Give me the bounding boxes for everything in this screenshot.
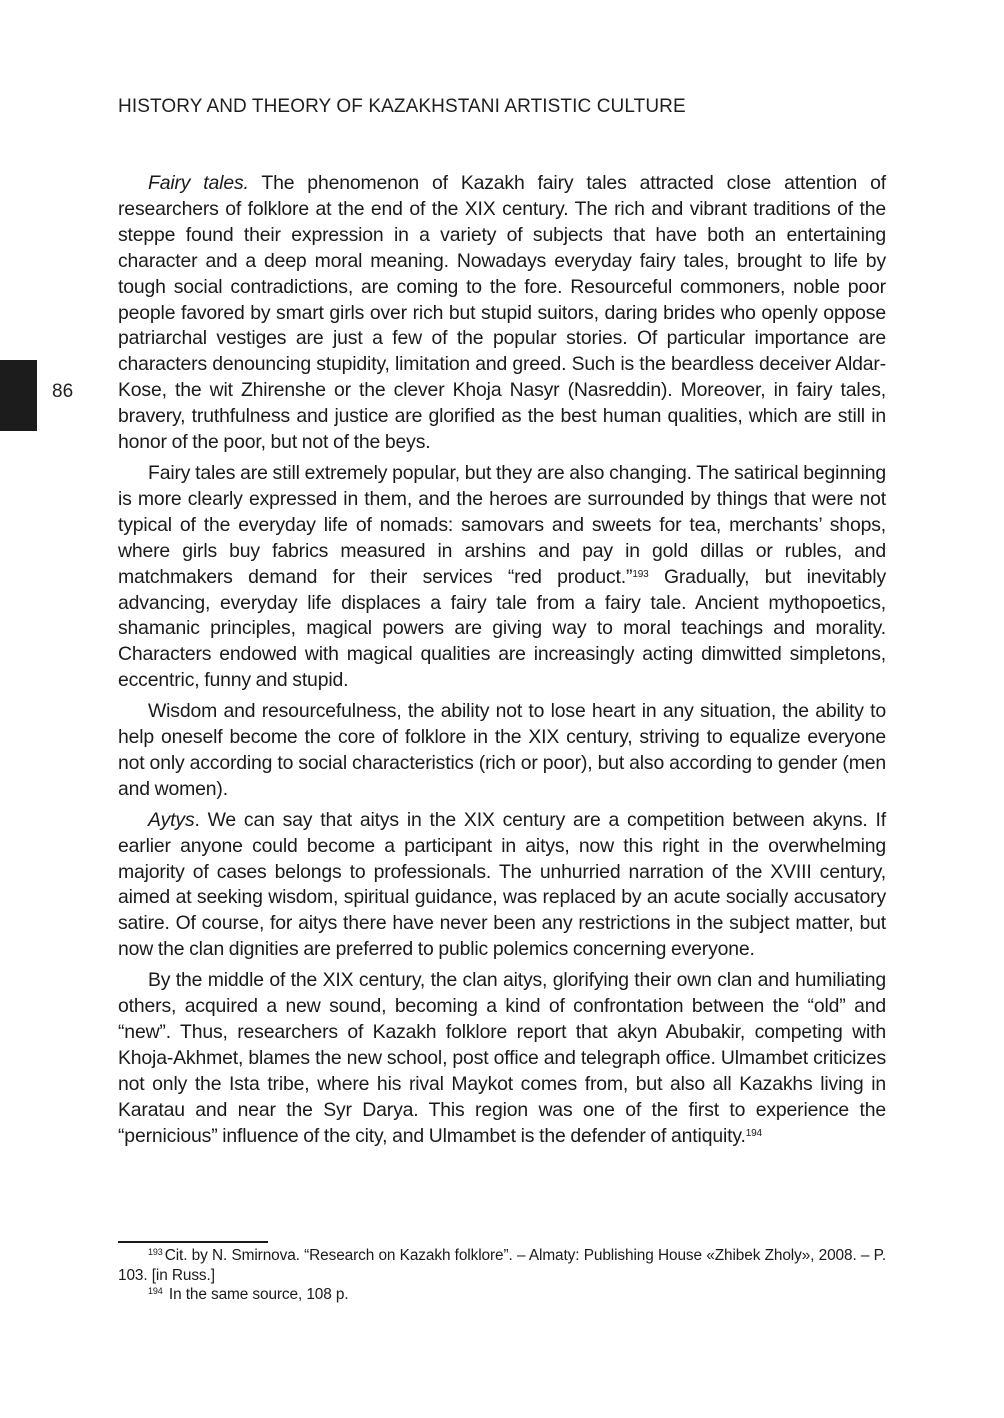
paragraph-text: Wisdom and resourcefulness, the ability not to lose heart in any situation, the ability to help oneself become the core of folklore in the XIX century, striving to equalize everyone not only according to social characteristics (rich or poor), but also according to gender (men and women). [118, 700, 886, 800]
section-lead-aytys: Aytys [148, 808, 195, 831]
footnote-193 [118, 1246, 886, 1285]
paragraph-clan-aitys [118, 968, 886, 1149]
paragraph-wisdom [118, 699, 886, 803]
paragraph-aytys [118, 808, 886, 963]
paragraph-fairy-tales-changing [118, 461, 886, 694]
footnote-number: 194 [148, 1286, 163, 1296]
footnote-text: Cit. by N. Smirnova. “Research on Kazakh folklore”. – Almaty: Publishing House «Zhibek Zholy», 2008. – P. 103. [in Russ.] [118, 1247, 886, 1284]
paragraph-text: Fairy tales are still extremely popular, but they are also changing. The satirical beginning is more clearly expressed in them, and the heroes are surrounded by things that were not typical of the everyday life of nomads: samovars and sweets for tea, merchants’ shops, where girls buy fabrics measured in arshins and pay in gold dillas or rubles, and matchmakers demand for their services “red product.” [118, 461, 886, 588]
footnote-reference-193[interactable]: 193 [632, 568, 649, 580]
footnote-194 [118, 1285, 886, 1305]
paragraph-text: The phenomenon of Kazakh fairy tales attracted close attention of researchers of folklore at the end of the XIX century. The rich and vibrant traditions of the steppe found their expression in a variety of subjects that have both an entertaining character and a deep moral meaning. Nowadays everyday fairy tales, brought to life by tough social contradictions, are coming to the fore. Resourceful commoners, noble poor people favored by smart girls over rich but stupid suitors, daring brides who openly oppose patriarchal vestiges are just a few of the popular stories. Of particular importance are characters denouncing stupidity, limitation and greed. Such is the beardless deceiver Aldar-Kose, the wit Zhirenshe or the clever Khoja Nasyr (Nasreddin). Moreover, in fairy tales, bravery, truthfulness and justice are glorified as the best human qualities, which are still in honor of the poor, but not of the beys. [118, 172, 887, 454]
main-text [118, 171, 886, 1155]
paragraph-text: Gradually, but inevitably advancing, everyday life displaces a fairy tale from a fairy tale. Ancient mythopoetics, shamanic principles, magical powers are giving way to moral teachings and morality. Characters endowed with magical qualities are increasingly acting dimwitted simpletons, eccentric, funny and stupid. [118, 565, 886, 692]
footnotes [118, 1246, 886, 1305]
footnote-text: In the same source, 108 p. [164, 1286, 349, 1303]
page-edge-tab-marker [0, 360, 37, 431]
footnote-separator [118, 1241, 268, 1243]
running-header: HISTORY AND THEORY OF KAZAKHSTANI ARTISTIC CULTURE [118, 96, 686, 117]
footnote-reference-194[interactable]: 194 [745, 1127, 762, 1139]
paragraph-fairy-tales [118, 171, 886, 456]
paragraph-text: . We can say that aitys in the XIX century are a competition between akyns. If earlier anyone could become a participant in aitys, now this right in the overwhelming majority of cases belongs to professionals. The unhurried narration of the XVIII century, aimed at seeking wisdom, spiritual guidance, was replaced by an acute socially accusatory satire. Of course, for aitys there have never been any restrictions in the subject matter, but now the clan dignities are preferred to public polemics concerning everyone. [118, 808, 886, 961]
footnote-number: 193 [148, 1247, 163, 1257]
paragraph-text: By the middle of the XIX century, the clan aitys, glorifying their own clan and humiliating others, acquired a new sound, becoming a kind of confrontation between the “old” and “new”. Thus, researchers of Kazakh folklore report that akyn Abubakir, competing with Khoja-Akhmet, blames the new school, post office and telegraph office. Ulmambet criticizes not only the Ista tribe, where his rival Maykot comes from, but also all Kazakhs living in Karatau and near the Syr Darya. This region was one of the first to experience the “pernicious” influence of the city, and Ulmambet is the defender of antiquity. [118, 969, 886, 1147]
section-lead-fairy-tales: Fairy tales. [148, 172, 249, 194]
page-number: 86 [52, 381, 74, 402]
